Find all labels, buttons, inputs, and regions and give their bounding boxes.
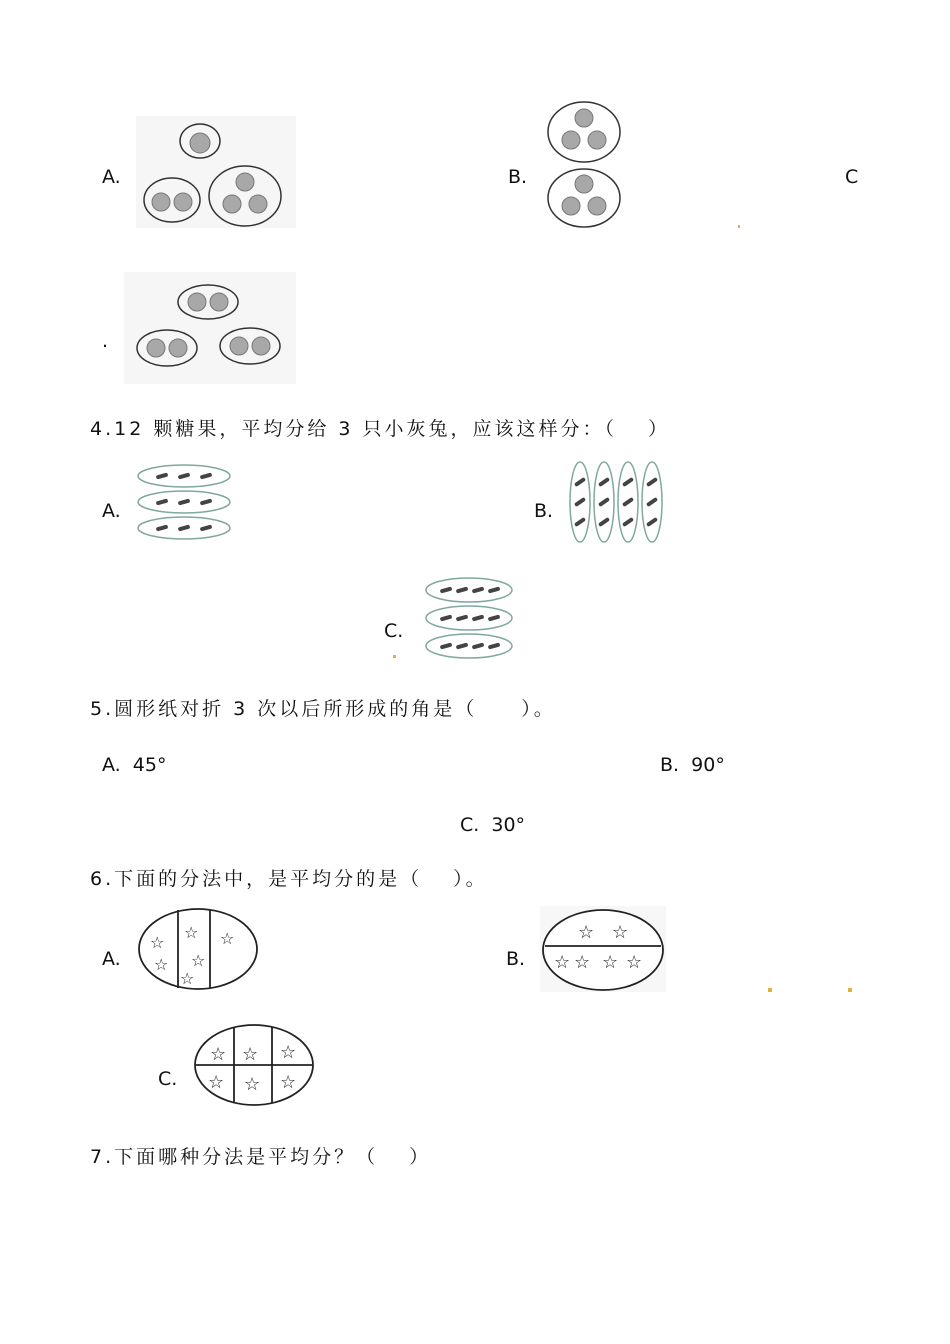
svg-text:☆: ☆ — [242, 1044, 259, 1065]
q6-option-c-stars-image — [192, 1022, 316, 1108]
q6-option-c-label: C. — [158, 1068, 178, 1090]
svg-text:☆: ☆ — [210, 1044, 227, 1065]
q6-option-b-label: B. — [506, 948, 526, 970]
svg-text:☆: ☆ — [578, 922, 595, 943]
svg-text:☆: ☆ — [280, 1072, 297, 1093]
svg-text:☆: ☆ — [554, 952, 571, 973]
q4-question-text: 4.12 颗糖果，平均分给 3 只小灰兔，应该这样分：（ ） — [90, 418, 671, 440]
svg-text:☆: ☆ — [602, 952, 619, 973]
marker-dot — [738, 225, 740, 228]
q5-option-b: B. 90° — [660, 754, 725, 776]
marker-dot — [393, 655, 396, 658]
marker-dot — [768, 988, 772, 992]
q5-option-a: A. 45° — [102, 754, 167, 776]
q3-option-c-continued-dot: . — [102, 330, 109, 352]
marker-dot — [848, 988, 852, 992]
svg-text:☆: ☆ — [208, 1072, 225, 1093]
svg-text:☆: ☆ — [220, 929, 235, 948]
q3-option-b-apples-image — [544, 100, 624, 230]
q6-question-text: 6.下面的分法中，是平均分的是（ ）。 — [90, 868, 488, 890]
svg-text:☆: ☆ — [154, 955, 169, 974]
q6-option-a-stars-image — [136, 906, 260, 992]
q4-option-b-label: B. — [534, 500, 554, 522]
q6-option-a-label: A. — [102, 948, 121, 970]
q5-question-text: 5.圆形纸对折 3 次以后所形成的角是（ ）。 — [90, 698, 556, 720]
q3-option-b-label: B. — [508, 166, 528, 188]
q3-option-c-apples-image — [124, 272, 296, 384]
q4-option-b-candies-image — [568, 460, 668, 544]
q4-option-a-label: A. — [102, 500, 121, 522]
q3-option-a-apples-image — [136, 116, 296, 228]
q3-option-c-label: C — [845, 166, 859, 188]
svg-text:☆: ☆ — [574, 952, 591, 973]
q6-option-b-stars-image — [540, 906, 666, 992]
q7-question-text: 7.下面哪种分法是平均分？（ ） — [90, 1146, 432, 1168]
svg-text:☆: ☆ — [184, 923, 199, 942]
svg-text:☆: ☆ — [244, 1074, 261, 1095]
q3-option-a-label: A. — [102, 166, 121, 188]
svg-text:☆: ☆ — [150, 933, 165, 952]
svg-text:☆: ☆ — [612, 922, 629, 943]
svg-text:☆: ☆ — [180, 969, 195, 988]
q4-option-c-candies-image — [424, 576, 514, 660]
q4-option-a-candies-image — [136, 462, 232, 542]
q5-option-c: C. 30° — [460, 814, 526, 836]
svg-text:☆: ☆ — [280, 1042, 297, 1063]
svg-text:☆: ☆ — [191, 951, 206, 970]
svg-text:☆: ☆ — [626, 952, 643, 973]
q4-option-c-label: C. — [384, 620, 404, 642]
